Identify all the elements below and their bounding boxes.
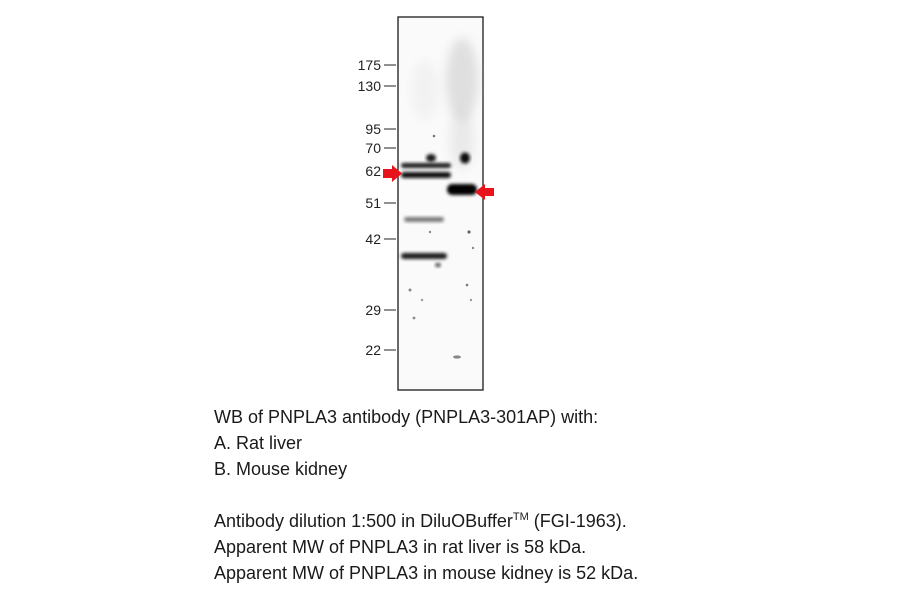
caption-line-dilution — [214, 508, 834, 534]
mw-label-70: 70 — [365, 140, 381, 156]
mw-label-29: 29 — [365, 302, 381, 318]
caption-line-mw-rat: Apparent MW of PNPLA3 in rat liver is 58 kDa. — [214, 537, 587, 557]
caption-line-lane-b: B. Mouse kidney — [214, 459, 348, 479]
trademark-superscript: TM — [512, 511, 529, 523]
lane-b-band-52kda — [447, 184, 477, 195]
caption-line-title: WB of PNPLA3 antibody (PNPLA3-301AP) with: — [214, 407, 599, 427]
lane-a-band-38 — [401, 253, 447, 259]
figure-caption — [214, 404, 834, 586]
mw-label-62: 62 — [365, 163, 381, 179]
mw-label-22: 22 — [365, 342, 381, 358]
caption-line-lane-a: A. Rat liver — [214, 433, 303, 453]
mw-ladder — [358, 57, 396, 358]
caption-dilution-code: (FGI-1963). — [528, 511, 627, 531]
mw-label-175: 175 — [357, 57, 381, 73]
mw-label-42: 42 — [365, 231, 381, 247]
mw-label-51: 51 — [365, 195, 381, 211]
caption-dilution-text: Antibody dilution 1:500 in DiluOBuffer — [214, 511, 513, 531]
lane-a-band-faint — [404, 217, 444, 222]
mw-label-95: 95 — [365, 121, 381, 137]
caption-line-mw-mouse: Apparent MW of PNPLA3 in mouse kidney is 52 kDa. — [214, 563, 639, 583]
mw-label-130: 130 — [357, 78, 381, 94]
blot-membrane — [398, 17, 483, 390]
